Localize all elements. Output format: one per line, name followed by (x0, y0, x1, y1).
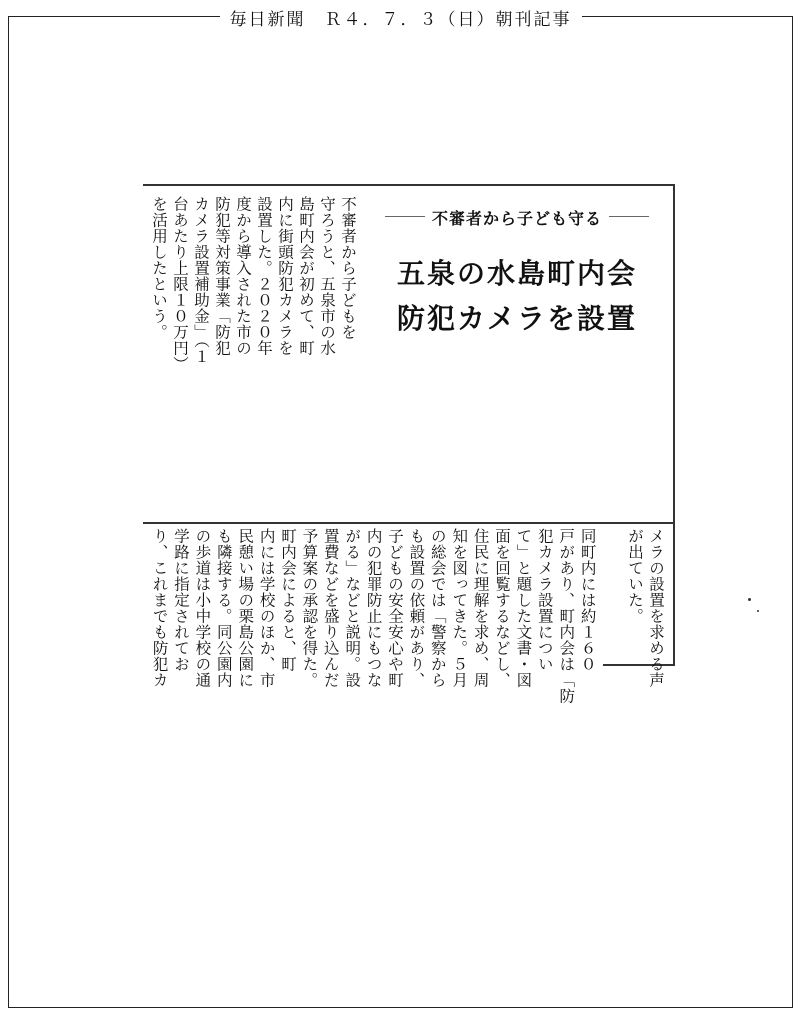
rule-middle (143, 522, 675, 524)
text-column: 不審者から子どもを (339, 196, 357, 340)
text-column: 設置した。２０２０年 (255, 196, 273, 356)
article-subhead: 不審者から子ども守る (431, 209, 602, 228)
text-column: 犯カメラ設置につい (535, 528, 554, 672)
text-column: 面を回覧するなどし、 (493, 528, 511, 688)
article-body-bottom (147, 528, 669, 704)
text-column: 民憩い場の栗島公園に (236, 528, 255, 688)
text-column: も設置の依頼があり、 (407, 528, 426, 688)
headline-box (361, 192, 673, 518)
text-column: 内に街頭防犯カメラを (276, 196, 294, 356)
rule-top (143, 184, 675, 186)
text-column: 島町内会が初めて、町 (297, 196, 315, 356)
text-column: 守ろうと、五泉市の水 (318, 196, 336, 356)
article-headline-line1: 五泉の水島町内会 (396, 257, 637, 290)
text-column: 内の犯罪防止にもつな (364, 528, 383, 688)
text-column: の歩道は小中学校の通 (193, 528, 212, 688)
text-column: り、これまでも防犯カ (150, 528, 169, 688)
text-column: 学路に指定されてお (172, 528, 190, 672)
text-column: 住民に理解を求め、周 (471, 528, 490, 688)
text-column: 町内会によると、町 (279, 528, 297, 672)
subhead-ornament-right (609, 216, 649, 217)
text-column: 戸があり、町内会は「防 (557, 528, 576, 704)
article-body-continuation (601, 528, 671, 844)
text-column: 置費などを盛り込んだ (321, 528, 340, 688)
text-column: も隣接する。同公園内 (214, 528, 233, 688)
article-body-top (147, 196, 359, 514)
scan-speck (757, 610, 759, 612)
text-column: カメラ設置補助金」（１ (192, 196, 210, 365)
text-column: の総会では「警察から (428, 528, 447, 688)
scan-speck (748, 598, 751, 601)
text-column: 子どもの安全安心や町 (386, 528, 404, 688)
text-column: メラの設置を求める声 (647, 528, 665, 688)
text-column: 台あたり上限１０万円） (171, 196, 189, 372)
article-clipping (143, 184, 675, 704)
rule-right (673, 184, 675, 664)
text-column: 度から導入された市の (234, 196, 252, 356)
text-column: を活用したという。 (150, 196, 168, 340)
newspaper-header: 毎日新聞 Ｒ４．７．３（日）朝刊記事 (220, 5, 582, 30)
text-column: 内には学校のほか、市 (257, 528, 276, 688)
text-column: がる」などと説明。設 (343, 528, 362, 688)
header-bar (8, 4, 793, 30)
text-column: 防犯等対策事業「防犯 (213, 196, 231, 356)
article-headline-line2: 防犯カメラを設置 (396, 302, 637, 335)
text-column: て」と題した文書・図 (514, 528, 533, 688)
text-column: 知を図ってきた。５月 (450, 528, 469, 688)
text-column: 予算案の承認を得た。 (300, 528, 319, 688)
text-column: 同町内には約１６０ (578, 528, 597, 672)
text-column: が出ていた。 (626, 528, 644, 624)
